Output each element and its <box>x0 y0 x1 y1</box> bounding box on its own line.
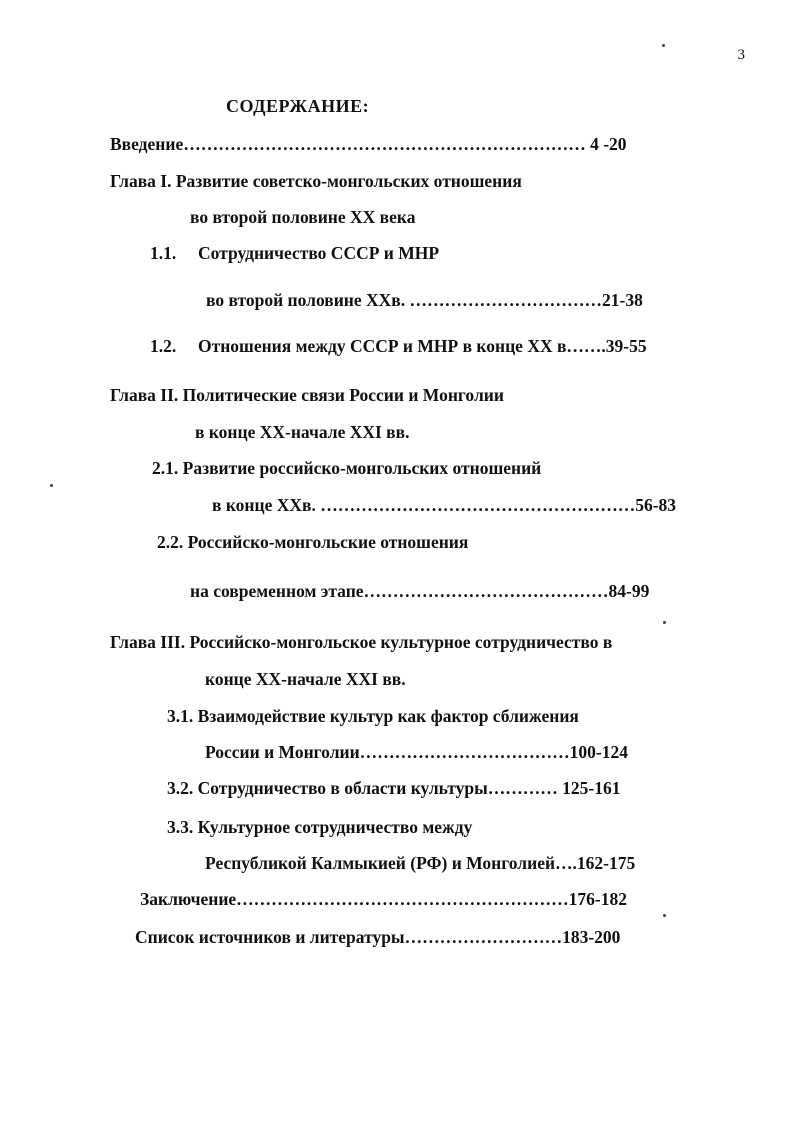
toc-chapter-2-title: Глава II. Политические связи России и Монголии <box>110 385 504 405</box>
toc-chapter-3-title: Глава III. Российско-монгольское культурное сотрудничество в <box>110 632 613 652</box>
scan-speck <box>663 914 666 917</box>
toc-section-1-1-pages: во второй половине XXв. ……………………………21-38 <box>206 290 643 310</box>
toc-section-1-1-number: 1.1. <box>150 243 177 263</box>
toc-section-2-1-title: 2.1. Развитие российско-монгольских отношений <box>152 458 542 478</box>
toc-section-2-1-pages: в конце XXв. ………………………………………………56-83 <box>212 495 677 515</box>
toc-section-3-2-title: 3.2. Сотрудничество в области культуры………… 125-161 <box>167 778 621 798</box>
toc-intro: Введение…………………………………………………………… 4 -20 <box>110 134 627 154</box>
toc-chapter-1-title: Глава I. Развитие советско-монгольских отношения <box>110 171 522 191</box>
toc-chapter-1-subtitle: во второй половине XX века <box>190 207 416 227</box>
scan-speck <box>663 621 666 624</box>
toc-conclusion: Заключение…………………………………………………176-182 <box>140 889 627 909</box>
page-title: СОДЕРЖАНИЕ: <box>226 96 370 116</box>
toc-section-3-3-title: 3.3. Культурное сотрудничество между <box>167 817 473 837</box>
toc-section-3-1-pages: России и Монголии………………………………100-124 <box>205 742 628 762</box>
toc-section-1-2-title: Отношения между СССР и МНР в конце XX в…….39-55 <box>198 336 647 356</box>
toc-chapter-2-subtitle: в конце XX-начале XXI вв. <box>195 422 410 442</box>
toc-section-2-2-title: 2.2. Российско-монгольские отношения <box>157 532 469 552</box>
toc-sources: Список источников и литературы………………………183-200 <box>135 927 621 947</box>
scan-speck <box>50 484 53 487</box>
toc-section-1-1-title: Сотрудничество СССР и МНР <box>198 243 440 263</box>
toc-section-1-2-number: 1.2. <box>150 336 177 356</box>
toc-section-2-2-pages: на современном этапе……………………………………84-99 <box>190 581 650 601</box>
scan-speck <box>662 44 665 47</box>
toc-section-3-3-pages: Республикой Калмыкией (РФ) и Монголией….162-175 <box>205 853 636 873</box>
toc-chapter-3-subtitle: конце XX-начале XXI вв. <box>205 669 406 689</box>
toc-section-3-1-title: 3.1. Взаимодействие культур как фактор сближения <box>167 706 579 726</box>
page-number: 3 <box>737 47 745 63</box>
